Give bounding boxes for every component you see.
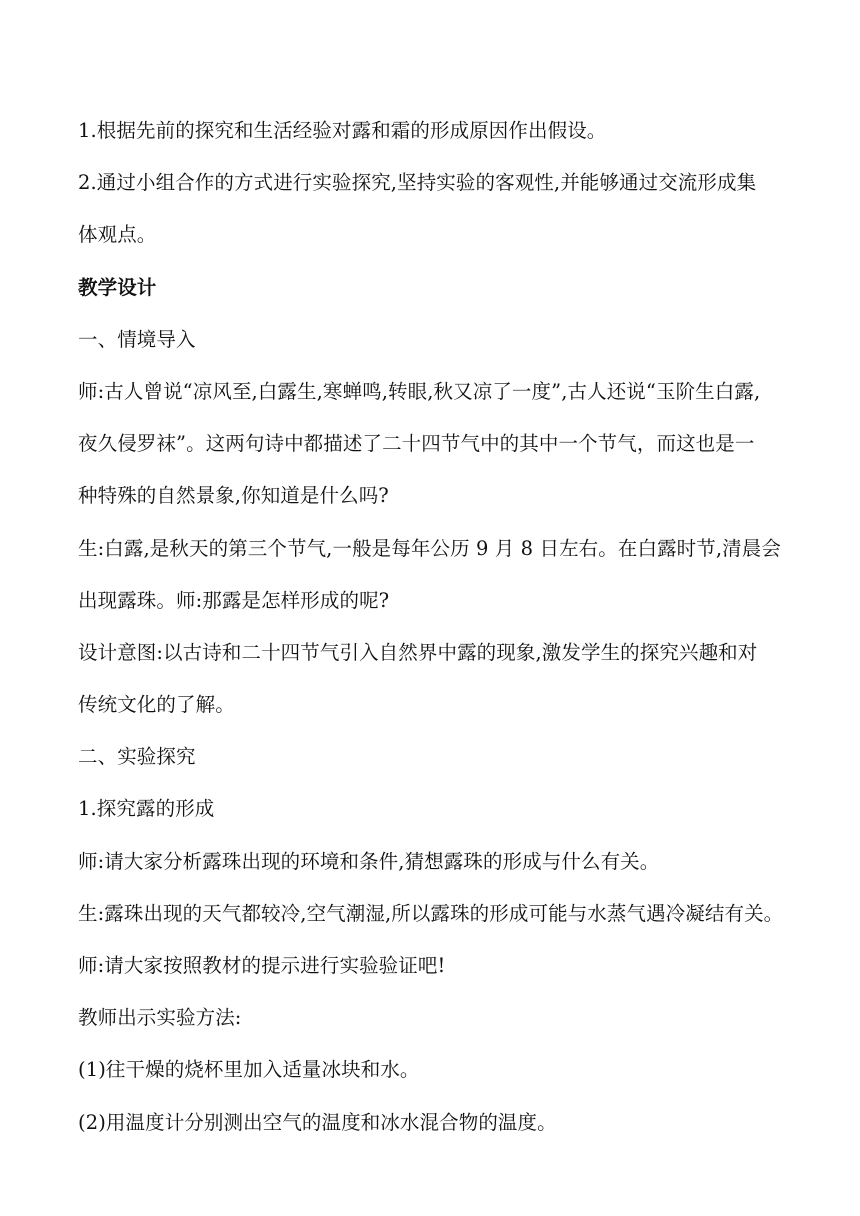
objective-line-2-cont: 体观点。 (78, 223, 157, 247)
method-step-2: (2)用温度计分别测出空气的温度和冰水混合物的温度。 (78, 1110, 557, 1134)
design-intent-line: 设计意图:以古诗和二十四节气引入自然界中露的现象,激发学生的探究兴趣和对 (78, 640, 758, 664)
teacher-line-1-cont-b: 种特殊的自然景象,你知道是什么吗? (78, 484, 389, 508)
objective-line-2: 2.通过小组合作的方式进行实验探究,坚持实验的客观性,并能够通过交流形成集 (78, 171, 757, 195)
teacher-line-1: 师:古人曾说“凉风至,白露生,寒蝉鸣,转眼,秋又凉了一度”,古人还说“玉阶生白露, (78, 379, 761, 403)
design-intent-line-cont: 传统文化的了解。 (78, 693, 235, 717)
document-page (78, 118, 800, 1136)
student-line-1-cont: 出现露珠。师:那露是怎样形成的呢? (78, 588, 390, 612)
section-heading-experiment: 二、实验探究 (78, 745, 196, 769)
objective-line-1: 1.根据先前的探究和生活经验对露和霜的形成原因作出假设。 (78, 119, 607, 142)
section-heading-introduction: 一、情境导入 (78, 327, 196, 351)
teacher-line-3: 师:请大家按照教材的提示进行实验验证吧! (78, 954, 446, 977)
student-line-2: 生:露珠出现的天气都较冷,空气潮湿,所以露珠的形成可能与水蒸气遇冷凝结有关。 (78, 901, 784, 925)
student-line-1: 生:白露,是秋天的第三个节气,一般是每年公历 9 月 8 日左右。在白露时节,清晨会 (78, 536, 781, 560)
method-intro-line: 教师出示实验方法: (78, 1006, 242, 1030)
method-step-1: (1)往干燥的烧杯里加入适量冰块和水。 (78, 1058, 420, 1082)
teacher-line-1-cont-a: 夜久侵罗袜”。这两句诗中都描述了二十四节气中的其中一个节气，而这也是一 (78, 432, 755, 456)
subheading-dew-formation: 1.探究露的形成 (78, 797, 215, 821)
section-heading-teaching-design: 教学设计 (78, 275, 157, 299)
teacher-line-2: 师:请大家分析露珠出现的环境和条件,猜想露珠的形成与什么有关。 (78, 849, 660, 873)
